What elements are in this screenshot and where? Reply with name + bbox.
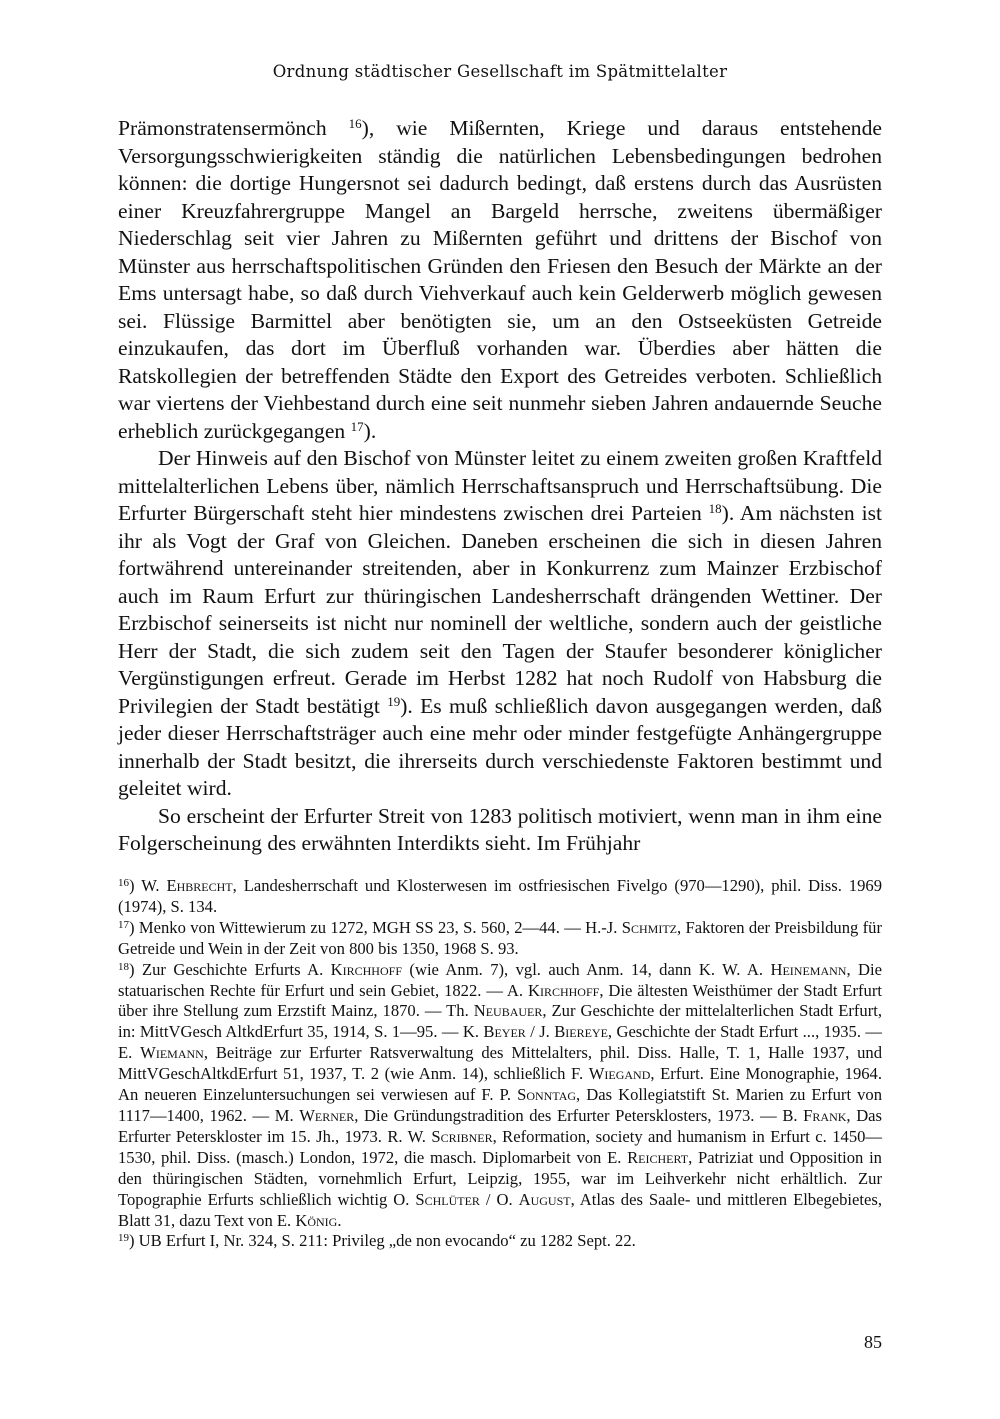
paragraph-3: So erscheint der Erfurter Streit von 1283 politisch motiviert, wenn man in ihm eine Folgerscheinung des erwähnten Interdikts sieht. Im Frühjahr (118, 803, 882, 855)
footnote-text: , Die statuarischen Rechte für Erfurt und sein Gebiet, 1822. — A. (118, 959, 882, 1000)
footnote-19 (118, 1231, 882, 1252)
author-name: Wiegand (588, 1064, 651, 1084)
author-name: Schmitz (621, 917, 678, 937)
footnote-text: , Patriziat und Opposition in den thüringischen Städten, vornehmlich Erfurt, Leipzig, 1955, war im Leihverkehr nicht erhältlich. Zur Topographie Erfurts schließlich wichtig O. (118, 1147, 882, 1209)
footnote-text: , Faktoren der Preisbildung für Getreide und Wein in der Zeit von 800 bis 1350, 1968 S. 93. (118, 917, 882, 958)
paragraph-text: ). Am nächsten ist ihr als Vogt der Graf von Gleichen. Daneben erscheinen die sich in diesen Jahren fortwährend untereinander streitenden, aber in Konkurrenz zum Mainzer Erzbischof auch im Raum Erfurt zur thüringischen Landesherrschaft drängenden Wettiner. Der Erzbischof seinerseits ist nicht nur nominell der weltliche, sondern auch der geistliche Herr der Stadt, die sich zudem seit den Tagen der Staufer besonderer königlicher Vergünstigungen erfreut. Gerade im Herbst 1282 hat noch Rudolf von Habsburg die Privilegien der Stadt bestätigt (118, 501, 882, 718)
footnote-mark: 16 (118, 877, 129, 889)
footnote-text: , Die ältesten Weisthümer der Stadt Erfurt über ihre Stellung zum Erzstift Mainz, 1870. — Th. (118, 980, 882, 1021)
footnote-text: ) Menko von Wittewierum zu 1272, MGH SS 23, S. 560, 2—44. — H.-J. (129, 917, 622, 937)
footnote-18 (118, 960, 882, 1232)
footnote-16 (118, 876, 882, 918)
author-name: Neubauer (473, 1001, 543, 1021)
footnote-ref-19: 19 (387, 693, 401, 709)
author-name: Heinemann (770, 959, 847, 979)
paragraph-text: ). Es muß schließlich davon ausgegangen werden, daß jeder dieser Herrschaftsträger auch eine mehr oder minder festgefügte Anhängergruppe innerhalb der Stadt besitzt, die ihrerseits durch verschiedenste Faktoren bestimmt und geleitet wird. (118, 693, 882, 800)
author-name: Kirchhoff (330, 959, 402, 979)
footnote-text: , Das Kollegiatstift St. Marien zu Erfurt von 1117—1400, 1962. — M. (118, 1085, 882, 1125)
footnote-ref-18: 18 (708, 501, 722, 516)
footnote-text: , Beiträge zur Erfurter Ratsverwaltung des Mittelalters, phil. Diss. Halle, T. 1, Halle 1937, und MittVGeschAltkdErfurt 51, 1937, T. 2 (wie Anm. 14), schließlich F. (118, 1043, 882, 1084)
footnote-text: ) Zur Geschichte Erfurts A. (129, 959, 331, 979)
footnote-text: ) UB Erfurt I, Nr. 324, S. 211: Privileg „de non evocando“ zu 1282 Sept. 22. (129, 1231, 636, 1251)
paragraph-text: ), wie Mißernten, Kriege und daraus entstehende Versorgungsschwierigkeiten ständig die natürlichen Lebensbedingungen bedrohen können: die dortige Hungersnot sei dadurch bedingt, daß erstens durch das Ausrüsten einer Kreuzfahrergruppe Mangel an Bargeld herrsche, zweitens übermäßiger Niederschlag seit vier Jahren zu Mißernten geführt und drittens der Bischof von Münster aus herrschaftspolitischen Gründen den Friesen den Besuch der Märkte an der Ems untersagt habe, so daß durch Viehverkauf auch kein Gelderwerb möglich gewesen sei. Flüssige Barmittel aber benötigten sie, um an den Ostseeküsten Getreide einzukaufen, das dort im Überfluß vorhanden war. Überdies aber hätten die Ratskollegien der betreffenden Städte den Export des Getreides verboten. Schließlich war viertens der Viehbestand durch eine seit nunmehr sieben Jahren andauernde Seuche erheblich zurückgegangen (118, 116, 882, 443)
paragraph-text: Der Hinweis auf den Bischof von Münster leitet zu einem zweiten großen Kraftfeld mittelalterlichen Lebens über, nämlich Herrschaftsanspruch und Herrschaftsübung. Die Erfurter Bürgerschaft steht hier mindestens zwischen drei Parteien (118, 446, 882, 525)
author-name: Ehbrecht (166, 876, 233, 895)
footnote-mark: 19 (118, 1232, 129, 1245)
footnote-text: , Landesherrschaft und Klosterwesen im ostfriesischen Fivelgo (970—1290), phil. Diss. 1969 (1974), S. 134. (118, 876, 882, 916)
author-name: Wiemann (140, 1043, 204, 1063)
footnote-text: , Das Erfurter Peterskloster im 15. Jh., 1973. R. W. (118, 1105, 882, 1146)
footnotes (118, 876, 882, 1252)
footnote-text: ) W. (129, 876, 167, 895)
author-name: Werner (299, 1105, 355, 1125)
author-name: Scribner (431, 1126, 493, 1146)
author-name: August (518, 1189, 571, 1209)
author-name: Sonntag (517, 1085, 577, 1105)
author-name: Reichert (627, 1147, 689, 1167)
paragraph-text: ). (363, 418, 377, 443)
footnote-text: / J. (525, 1022, 555, 1042)
main-text (118, 115, 882, 858)
footnote-text: , Zur Geschichte der mittelalterlichen Stadt Erfurt, in: MittVGesch AltkdErfurt 35, 1914, S. 1—95. — K. (118, 1001, 882, 1042)
paragraph-1 (118, 115, 882, 445)
author-name: König (295, 1210, 338, 1230)
author-name: Schlüter (415, 1189, 480, 1209)
footnote-text: , Atlas des Saale- und mittleren Elbegebietes, Blatt 31, dazu Text von E. (118, 1189, 882, 1230)
footnote-text: , Reformation, society and humanism in Erfurt c. 1450—1530, phil. Diss. (masch.) London, 1972, die masch. Diplomarbeit von E. (118, 1126, 883, 1167)
footnote-text: , Geschichte der Stadt Erfurt ..., 1935. — E. (118, 1022, 882, 1063)
footnote-text: , Die Gründungstradition des Erfurter Petersklosters, 1973. — B. (354, 1105, 804, 1125)
page-number: 85 (864, 1332, 882, 1352)
paragraph-text: Prämonstratensermönch (118, 116, 327, 140)
author-name: Frank (803, 1105, 847, 1125)
footnote-17 (118, 918, 882, 960)
footnote-text: / O. (479, 1189, 519, 1209)
author-name: Biereye (554, 1022, 608, 1042)
footnote-mark: 18 (118, 960, 129, 973)
author-name: Beyer (483, 1022, 526, 1042)
footnote-text: , Erfurt. Eine Monographie, 1964. An neueren Einzeluntersuchungen sei verwiesen auf F. P. (118, 1064, 882, 1105)
paragraph-2 (118, 445, 882, 803)
footnote-ref-17: 17 (350, 418, 364, 434)
footnote-text: . (337, 1210, 342, 1230)
footnote-ref-16: 16 (348, 116, 362, 131)
footnote-text: (wie Anm. 7), vgl. auch Anm. 14, dann K. W. A. (402, 959, 771, 979)
author-name: Kirchhoff (527, 980, 600, 1000)
footnote-mark: 17 (118, 918, 129, 931)
running-head: Ordnung städtischer Gesellschaft im Spätmittelalter (272, 62, 728, 81)
